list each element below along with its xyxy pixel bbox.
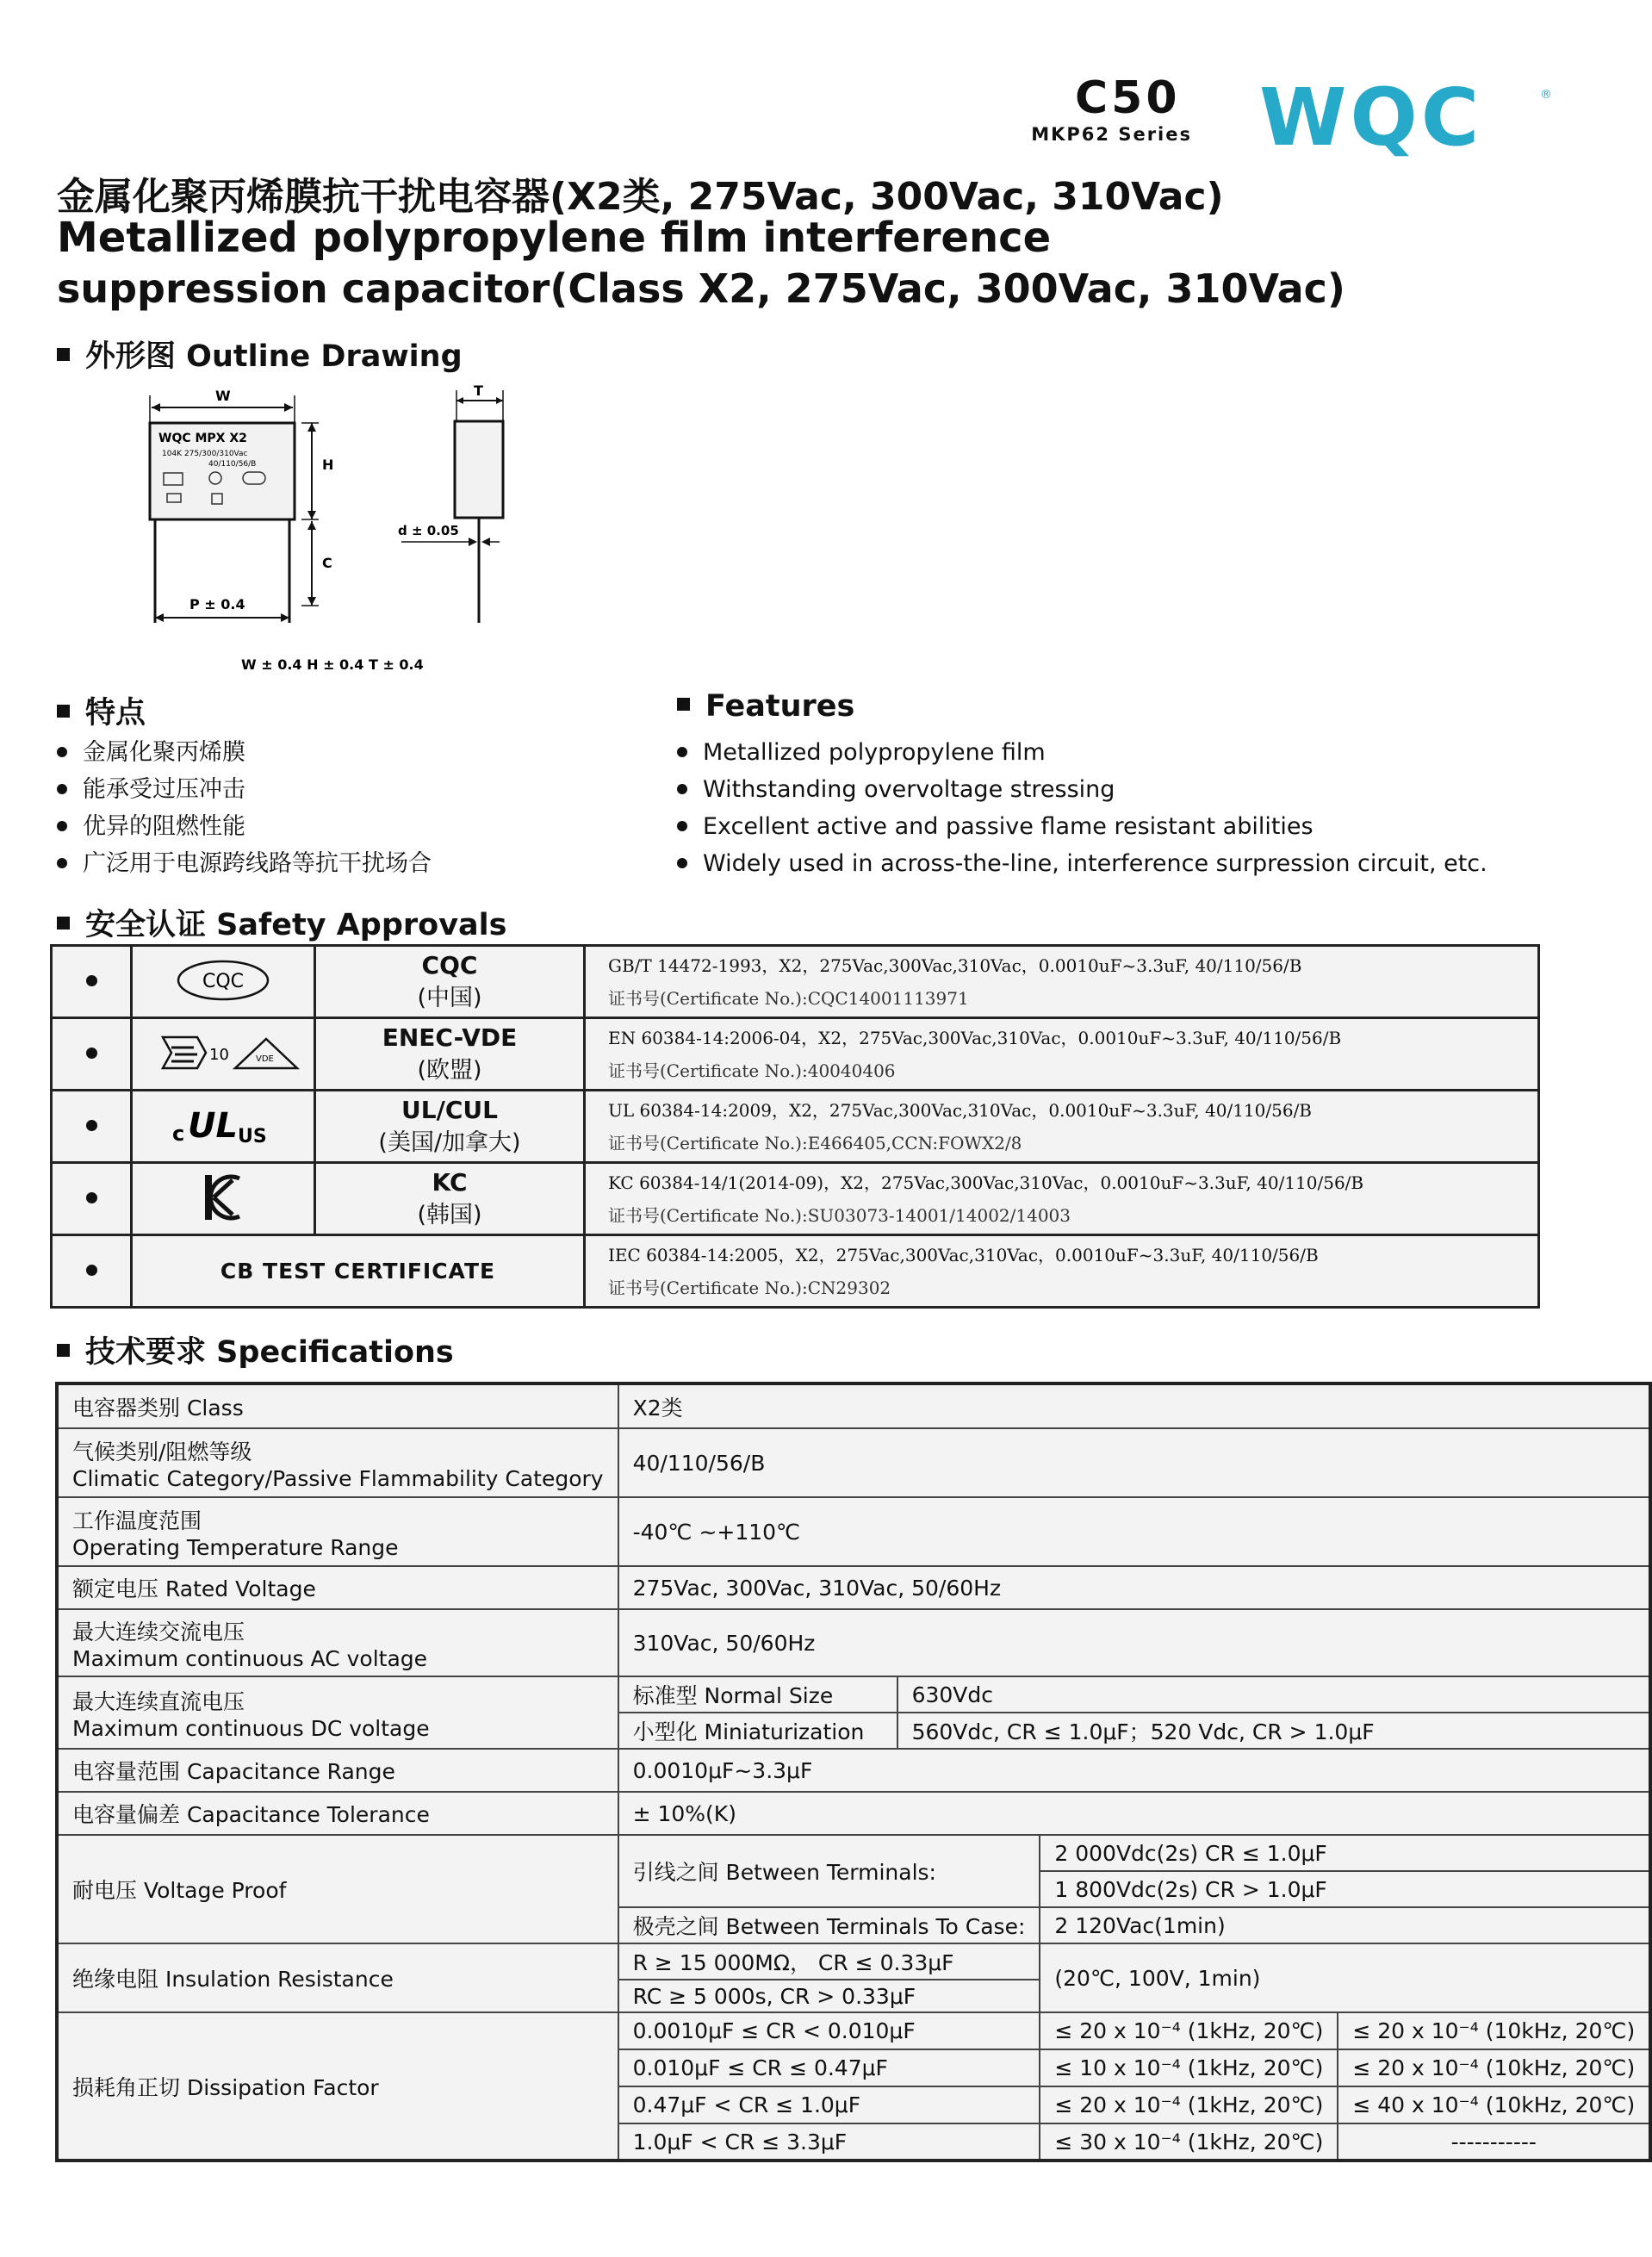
- outline-heading-text: 外形图 Outline Drawing: [85, 339, 463, 374]
- table-row: 电容量范围 Capacitance Range 0.0010μF~3.3μF: [57, 1749, 1650, 1792]
- svg-text:40/110/56/B: 40/110/56/B: [208, 460, 257, 469]
- model-number: C50: [1075, 72, 1181, 124]
- table-row: RC ≥ 5 000s, CR > 0.33μF: [57, 1980, 1650, 2012]
- kc-logo: [132, 1163, 315, 1235]
- table-row: 损耗角正切 Dissipation Factor 0.0010μF ≤ CR < 0.010μF ≤ 20 x 10⁻⁴ (1kHz, 20℃) ≤ 20 x 10⁻⁴ (10kHz, 20℃): [57, 2012, 1650, 2049]
- label-d: d ± 0.05: [398, 523, 459, 538]
- list-item: 优异的阻燃性能: [57, 808, 432, 845]
- enec-vde-logo: [132, 1018, 315, 1091]
- svg-text:c: c: [172, 1121, 185, 1146]
- label-c: C: [322, 555, 332, 571]
- svg-text:CQC: CQC: [202, 970, 245, 992]
- table-row: 10 VDE ENEC-VDE (欧盟) EN 60384-14:2006-04，X2，275Vac,300Vac,310Vac，0.0010uF~3.3uF, 40/110/56/B 证书号(Certificate No.):40040406: [52, 1018, 1539, 1091]
- cb-test-certificate: CB TEST CERTIFICATE: [220, 1258, 496, 1284]
- list-item: 广泛用于电源跨线路等抗干扰场合: [57, 845, 432, 882]
- series-name: MKP62 Series: [1031, 124, 1192, 145]
- safety-approvals-table: [50, 944, 1540, 1309]
- table-row: CB TEST CERTIFICATE IEC 60384-14:2005，X2，275Vac,300Vac,310Vac，0.0010uF~3.3uF, 40/110/56/B 证书号(Certificate No.):CN29302: [52, 1235, 1539, 1308]
- table-row: 最大连续直流电压 Maximum continuous DC voltage 标准型 Normal Size 630Vdc: [57, 1676, 1650, 1713]
- table-row: 1 800Vdc(2s) CR > 1.0μF: [57, 1871, 1650, 1907]
- svg-text:UL: UL: [188, 1105, 238, 1146]
- table-row: 极壳之间 Between Terminals To Case: 2 120Vac(1min): [57, 1907, 1650, 1943]
- specifications-table: [55, 1382, 1652, 2162]
- safety-heading: 安全认证 Safety Approvals: [57, 901, 506, 944]
- list-item: 能承受过压冲击: [57, 771, 432, 808]
- label-w: W: [215, 388, 231, 404]
- table-row: 耐电压 Voltage Proof 引线之间 Between Terminals: 2 000Vdc(2s) CR ≤ 1.0μF: [57, 1835, 1650, 1871]
- table-row: 额定电压 Rated Voltage 275Vac, 300Vac, 310Vac, 50/60Hz: [57, 1566, 1650, 1609]
- table-row: KC KC (韩国) KC 60384-14/1(2014-09)，X2，275Vac,300Vac,310Vac，0.0010uF~3.3uF, 40/110/56/B 证书号(Certificate No.):SU03073-14001/14002/14003: [52, 1163, 1539, 1235]
- brand-name: WQC: [1259, 72, 1483, 164]
- table-row: 最大连续交流电压 Maximum continuous AC voltage 310Vac, 50/60Hz: [57, 1609, 1650, 1676]
- table-row: 电容量偏差 Capacitance Tolerance ± 10%(K): [57, 1792, 1650, 1835]
- svg-text:®: ®: [1540, 88, 1552, 102]
- title-english-line2: suppression capacitor(Class X2, 275Vac, 300Vac, 310Vac): [57, 265, 1345, 312]
- svg-text:US: US: [238, 1125, 267, 1147]
- label-p: P ± 0.4: [189, 596, 245, 612]
- table-row: 气候类别/阻燃等级 Climatic Category/Passive Flammability Category 40/110/56/B: [57, 1428, 1650, 1497]
- svg-text:104K 275/300/310Vac: 104K 275/300/310Vac: [162, 450, 248, 458]
- list-item: Excellent active and passive flame resistant abilities: [677, 808, 1487, 845]
- list-item: Widely used in across-the-line, interference surpression circuit, etc.: [677, 845, 1487, 882]
- table-row: 工作温度范围 Operating Temperature Range -40℃ ~+110℃: [57, 1497, 1650, 1566]
- features-cn-heading: 特点: [57, 689, 146, 732]
- wqc-logo: [1259, 72, 1552, 164]
- svg-text:VDE: VDE: [256, 1054, 274, 1064]
- features-en-heading: Features: [677, 689, 854, 724]
- outline-heading: [57, 333, 463, 376]
- features-cn-list: [57, 734, 432, 882]
- table-row: 绝缘电阻 Insulation Resistance R ≥ 15 000MΩ， CR ≤ 0.33μF (20℃, 100V, 1min): [57, 1943, 1650, 1980]
- list-item: 金属化聚丙烯膜: [57, 734, 432, 771]
- table-row: 1.0μF < CR ≤ 3.3μF ≤ 30 x 10⁻⁴ (1kHz, 20℃) -----------: [57, 2123, 1650, 2161]
- outline-drawing: [129, 383, 525, 684]
- cqc-logo: [132, 946, 315, 1018]
- list-item: Withstanding overvoltage stressing: [677, 771, 1487, 808]
- label-h: H: [322, 457, 334, 473]
- label-t: T: [474, 382, 483, 399]
- title-chinese: 金属化聚丙烯膜抗干扰电容器(X2类, 275Vac, 300Vac, 310Vac): [57, 175, 1224, 219]
- list-item: Metallized polypropylene film: [677, 734, 1487, 771]
- table-row: CQC CQC (中国) GB/T 14472-1993，X2，275Vac,300Vac,310Vac，0.0010uF~3.3uF, 40/110/56/B 证书号(Certificate No.):CQC14001113971: [52, 946, 1539, 1018]
- table-row: 电容器类别 Class X2类: [57, 1383, 1650, 1428]
- table-row: 小型化 Miniaturization 560Vdc, CR ≤ 1.0μF；520 Vdc, CR > 1.0μF: [57, 1713, 1650, 1749]
- outline-tolerances: W ± 0.4 H ± 0.4 T ± 0.4: [241, 656, 424, 673]
- table-row: 0.010μF ≤ CR ≤ 0.47μF ≤ 10 x 10⁻⁴ (1kHz, 20℃) ≤ 20 x 10⁻⁴ (10kHz, 20℃): [57, 2049, 1650, 2086]
- table-row: 0.47μF < CR ≤ 1.0μF ≤ 20 x 10⁻⁴ (1kHz, 20℃) ≤ 40 x 10⁻⁴ (10kHz, 20℃): [57, 2086, 1650, 2123]
- svg-text:WQC MPX X2: WQC MPX X2: [158, 432, 247, 445]
- svg-text:10: 10: [209, 1045, 229, 1064]
- title-english-line1: Metallized polypropylene film interference: [57, 214, 1052, 262]
- ul-logo: [132, 1091, 315, 1163]
- spec-heading: 技术要求 Specifications: [57, 1328, 454, 1371]
- svg-text:KC: KC: [193, 1169, 195, 1171]
- features-en-list: [677, 734, 1487, 882]
- table-row: c UL US UL/CUL (美国/加拿大) UL 60384-14:2009，X2，275Vac,300Vac,310Vac，0.0010uF~3.3uF, 40/110/56/B 证书号(Certificate No.):E466405,CCN:FOWX2/8: [52, 1091, 1539, 1163]
